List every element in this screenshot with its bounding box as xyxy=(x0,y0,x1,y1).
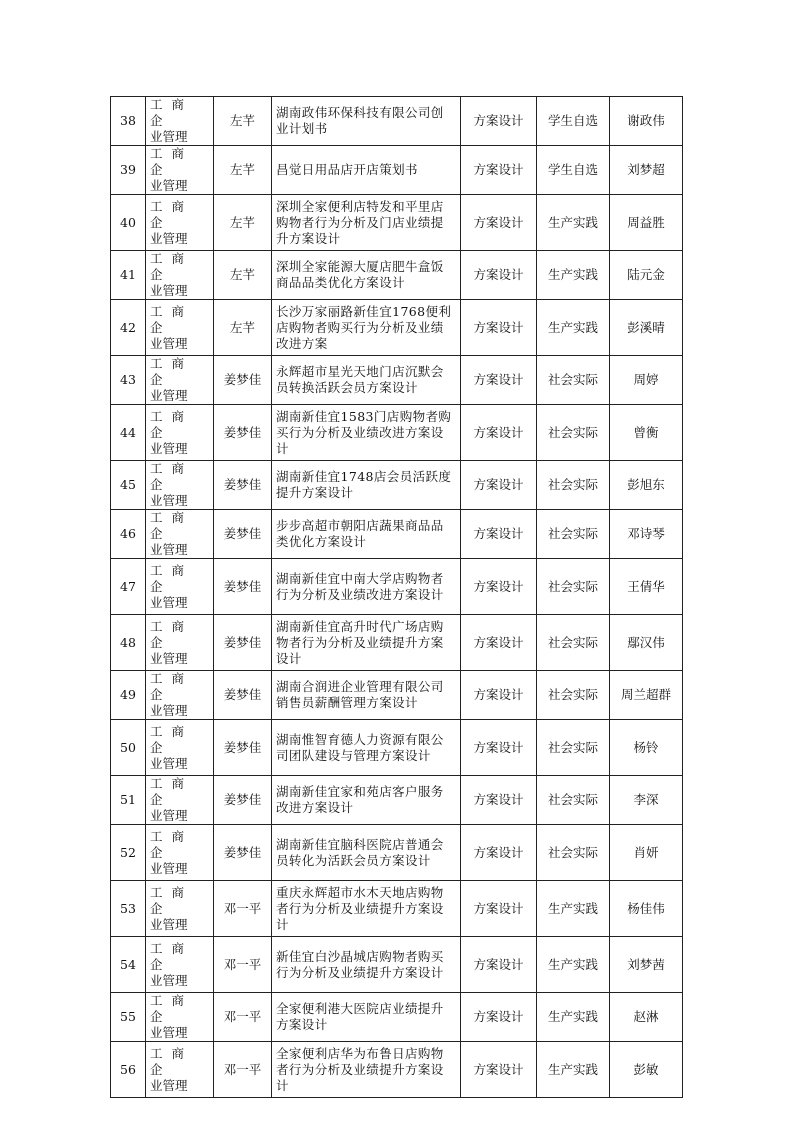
teacher-cell: 邓一平 xyxy=(214,1042,272,1098)
major-line-1: 工商企 xyxy=(150,510,194,541)
category-cell: 方案设计 xyxy=(461,993,537,1042)
source-cell: 社会实际 xyxy=(537,615,610,671)
major-line-1: 工商企 xyxy=(150,408,194,440)
category-cell: 方案设计 xyxy=(461,461,537,510)
row-number: 48 xyxy=(111,615,146,671)
teacher-cell: 左芊 xyxy=(214,251,272,300)
row-number: 49 xyxy=(111,671,146,720)
major-cell xyxy=(146,146,214,195)
source-cell: 生产实践 xyxy=(537,251,610,300)
teacher-cell: 姜梦佳 xyxy=(214,510,272,559)
project-title-cell: 新佳宜白沙晶城店购物者购买行为分析及业绩提升方案设计 xyxy=(272,937,461,993)
project-title-cell: 昌觉日用品店开店策划书 xyxy=(272,146,461,195)
major-line-1: 工商企 xyxy=(150,618,194,650)
table-row xyxy=(111,97,683,146)
project-title-cell: 湖南政伟环保科技有限公司创业计划书 xyxy=(272,97,461,146)
project-title-cell: 深圳全家便利店特发和平里店购物者行为分析及门店业绩提升方案设计 xyxy=(272,195,461,251)
category-cell: 方案设计 xyxy=(461,937,537,993)
project-title-cell: 湖南新佳宜高升时代广场店购物者行为分析及业绩提升方案设计 xyxy=(272,615,461,671)
project-title-cell: 湖南新佳宜家和苑店客户服务改进方案设计 xyxy=(272,776,461,825)
source-cell: 学生自选 xyxy=(537,146,610,195)
major-cell xyxy=(146,881,214,937)
table-row xyxy=(111,615,683,671)
major-line-1: 工商企 xyxy=(150,303,194,335)
major-line-2: 业管理 xyxy=(150,808,188,823)
table-body xyxy=(111,97,683,1098)
major-cell xyxy=(146,776,214,825)
project-title-cell: 长沙万家丽路新佳宜1768便利店购物者购买行为分析及业绩改进方案 xyxy=(272,300,461,356)
major-line-2: 业管理 xyxy=(150,335,188,351)
major-line-2: 业管理 xyxy=(150,230,188,246)
source-cell: 社会实际 xyxy=(537,405,610,461)
major-line-1: 工商企 xyxy=(150,1045,194,1077)
row-number: 44 xyxy=(111,405,146,461)
student-cell: 周兰超群 xyxy=(610,671,683,720)
project-title-cell: 湖南新佳宜1583门店购物者购买行为分析及业绩改进方案设计 xyxy=(272,405,461,461)
category-cell: 方案设计 xyxy=(461,146,537,195)
major-line-2: 业管理 xyxy=(150,972,188,988)
source-cell: 社会实际 xyxy=(537,356,610,405)
major-line-1: 工商企 xyxy=(150,828,194,860)
student-cell: 杨铃 xyxy=(610,720,683,776)
major-cell xyxy=(146,671,214,720)
major-line-1: 工商企 xyxy=(150,776,194,807)
student-cell: 刘梦茜 xyxy=(610,937,683,993)
source-cell: 社会实际 xyxy=(537,510,610,559)
source-cell: 生产实践 xyxy=(537,937,610,993)
category-cell: 方案设计 xyxy=(461,510,537,559)
table-row xyxy=(111,510,683,559)
teacher-cell: 邓一平 xyxy=(214,937,272,993)
major-line-1: 工商企 xyxy=(150,251,194,282)
project-title-cell: 步步高超市朝阳店蔬果商品品类优化方案设计 xyxy=(272,510,461,559)
major-line-1: 工商企 xyxy=(150,723,194,755)
teacher-cell: 邓一平 xyxy=(214,993,272,1042)
major-cell xyxy=(146,300,214,356)
major-cell xyxy=(146,993,214,1042)
row-number: 53 xyxy=(111,881,146,937)
major-cell xyxy=(146,720,214,776)
row-number: 50 xyxy=(111,720,146,776)
student-cell: 鄢汉伟 xyxy=(610,615,683,671)
row-number: 38 xyxy=(111,97,146,146)
table-row xyxy=(111,1042,683,1098)
student-cell: 杨佳伟 xyxy=(610,881,683,937)
student-cell: 曾衡 xyxy=(610,405,683,461)
project-title-cell: 湖南惟智育德人力资源有限公司团队建设与管理方案设计 xyxy=(272,720,461,776)
table-row xyxy=(111,251,683,300)
table-row xyxy=(111,671,683,720)
row-number: 41 xyxy=(111,251,146,300)
teacher-cell: 姜梦佳 xyxy=(214,356,272,405)
major-line-2: 业管理 xyxy=(150,129,188,144)
teacher-cell: 姜梦佳 xyxy=(214,461,272,510)
student-cell: 赵淋 xyxy=(610,993,683,1042)
project-title-cell: 湖南合润进企业管理有限公司销售员薪酬管理方案设计 xyxy=(272,671,461,720)
teacher-cell: 姜梦佳 xyxy=(214,776,272,825)
category-cell: 方案设计 xyxy=(461,251,537,300)
row-number: 43 xyxy=(111,356,146,405)
teacher-cell: 姜梦佳 xyxy=(214,825,272,881)
category-cell: 方案设计 xyxy=(461,1042,537,1098)
major-line-2: 业管理 xyxy=(150,860,188,876)
major-cell xyxy=(146,615,214,671)
category-cell: 方案设计 xyxy=(461,776,537,825)
project-title-cell: 湖南新佳宜1748店会员活跃度提升方案设计 xyxy=(272,461,461,510)
major-line-2: 业管理 xyxy=(150,283,188,298)
row-number: 45 xyxy=(111,461,146,510)
table-row xyxy=(111,825,683,881)
table-row xyxy=(111,993,683,1042)
category-cell: 方案设计 xyxy=(461,720,537,776)
source-cell: 生产实践 xyxy=(537,1042,610,1098)
major-line-1: 工商企 xyxy=(150,940,194,972)
project-title-cell: 湖南新佳宜脑科医院店普通会员转化为活跃会员方案设计 xyxy=(272,825,461,881)
source-cell: 社会实际 xyxy=(537,559,610,615)
major-line-1: 工商企 xyxy=(150,461,194,492)
category-cell: 方案设计 xyxy=(461,671,537,720)
major-cell xyxy=(146,251,214,300)
category-cell: 方案设计 xyxy=(461,881,537,937)
project-title-cell: 全家便利港大医院店业绩提升方案设计 xyxy=(272,993,461,1042)
major-line-2: 业管理 xyxy=(150,542,188,557)
teacher-cell: 左芊 xyxy=(214,300,272,356)
student-cell: 谢政伟 xyxy=(610,97,683,146)
source-cell: 生产实践 xyxy=(537,993,610,1042)
student-cell: 肖妍 xyxy=(610,825,683,881)
major-cell xyxy=(146,825,214,881)
teacher-cell: 姜梦佳 xyxy=(214,405,272,461)
row-number: 51 xyxy=(111,776,146,825)
teacher-cell: 邓一平 xyxy=(214,881,272,937)
major-line-1: 工商企 xyxy=(150,993,194,1024)
major-line-1: 工商企 xyxy=(150,97,194,128)
student-cell: 彭敏 xyxy=(610,1042,683,1098)
category-cell: 方案设计 xyxy=(461,825,537,881)
major-cell xyxy=(146,1042,214,1098)
source-cell: 生产实践 xyxy=(537,300,610,356)
row-number: 42 xyxy=(111,300,146,356)
teacher-cell: 姜梦佳 xyxy=(214,559,272,615)
teacher-cell: 姜梦佳 xyxy=(214,720,272,776)
teacher-cell: 姜梦佳 xyxy=(214,671,272,720)
source-cell: 生产实践 xyxy=(537,195,610,251)
major-line-2: 业管理 xyxy=(150,440,188,456)
major-line-2: 业管理 xyxy=(150,703,188,718)
category-cell: 方案设计 xyxy=(461,615,537,671)
major-cell xyxy=(146,97,214,146)
teacher-cell: 姜梦佳 xyxy=(214,615,272,671)
table-row xyxy=(111,937,683,993)
student-cell: 彭溪晴 xyxy=(610,300,683,356)
major-line-1: 工商企 xyxy=(150,198,194,230)
student-cell: 彭旭东 xyxy=(610,461,683,510)
table-row xyxy=(111,720,683,776)
table-row xyxy=(111,195,683,251)
table-row xyxy=(111,146,683,195)
major-cell xyxy=(146,461,214,510)
source-cell: 社会实际 xyxy=(537,720,610,776)
teacher-cell: 左芊 xyxy=(214,146,272,195)
category-cell: 方案设计 xyxy=(461,195,537,251)
row-number: 39 xyxy=(111,146,146,195)
major-line-2: 业管理 xyxy=(150,755,188,771)
major-line-2: 业管理 xyxy=(150,1077,188,1093)
row-number: 46 xyxy=(111,510,146,559)
row-number: 52 xyxy=(111,825,146,881)
row-number: 55 xyxy=(111,993,146,1042)
project-title-cell: 湖南新佳宜中南大学店购物者行为分析及业绩改进方案设计 xyxy=(272,559,461,615)
major-cell xyxy=(146,195,214,251)
student-cell: 邓诗琴 xyxy=(610,510,683,559)
row-number: 40 xyxy=(111,195,146,251)
table-row xyxy=(111,559,683,615)
major-line-2: 业管理 xyxy=(150,594,188,610)
source-cell: 社会实际 xyxy=(537,461,610,510)
major-cell xyxy=(146,510,214,559)
source-cell: 社会实际 xyxy=(537,671,610,720)
category-cell: 方案设计 xyxy=(461,405,537,461)
student-cell: 刘梦超 xyxy=(610,146,683,195)
project-title-cell: 深圳全家能源大厦店肥牛盒饭商品品类优化方案设计 xyxy=(272,251,461,300)
major-line-2: 业管理 xyxy=(150,388,188,403)
major-line-1: 工商企 xyxy=(150,356,194,387)
category-cell: 方案设计 xyxy=(461,559,537,615)
project-table xyxy=(110,96,683,1098)
major-line-2: 业管理 xyxy=(150,493,188,508)
major-line-1: 工商企 xyxy=(150,671,194,702)
major-line-2: 业管理 xyxy=(150,650,188,666)
major-cell xyxy=(146,937,214,993)
major-line-2: 业管理 xyxy=(150,916,188,932)
category-cell: 方案设计 xyxy=(461,97,537,146)
major-cell xyxy=(146,356,214,405)
major-line-1: 工商企 xyxy=(150,562,194,594)
source-cell: 社会实际 xyxy=(537,825,610,881)
table-row xyxy=(111,461,683,510)
table-row xyxy=(111,356,683,405)
student-cell: 王倩华 xyxy=(610,559,683,615)
student-cell: 陆元金 xyxy=(610,251,683,300)
student-cell: 周婷 xyxy=(610,356,683,405)
major-line-1: 工商企 xyxy=(150,146,194,177)
major-line-2: 业管理 xyxy=(150,1025,188,1040)
row-number: 54 xyxy=(111,937,146,993)
category-cell: 方案设计 xyxy=(461,356,537,405)
source-cell: 社会实际 xyxy=(537,776,610,825)
table-row xyxy=(111,300,683,356)
table-row xyxy=(111,405,683,461)
major-line-2: 业管理 xyxy=(150,178,188,193)
project-title-cell: 全家便利店华为布鲁日店购物者行为分析及业绩提升方案设计 xyxy=(272,1042,461,1098)
student-cell: 周益胜 xyxy=(610,195,683,251)
teacher-cell: 左芊 xyxy=(214,195,272,251)
major-cell xyxy=(146,559,214,615)
row-number: 56 xyxy=(111,1042,146,1098)
table-row xyxy=(111,881,683,937)
table-row xyxy=(111,776,683,825)
project-title-cell: 重庆永辉超市水木天地店购物者行为分析及业绩提升方案设计 xyxy=(272,881,461,937)
row-number: 47 xyxy=(111,559,146,615)
source-cell: 学生自选 xyxy=(537,97,610,146)
teacher-cell: 左芊 xyxy=(214,97,272,146)
major-line-1: 工商企 xyxy=(150,884,194,916)
source-cell: 生产实践 xyxy=(537,881,610,937)
project-title-cell: 永辉超市星光天地门店沉默会员转换活跃会员方案设计 xyxy=(272,356,461,405)
student-cell: 李深 xyxy=(610,776,683,825)
category-cell: 方案设计 xyxy=(461,300,537,356)
major-cell xyxy=(146,405,214,461)
